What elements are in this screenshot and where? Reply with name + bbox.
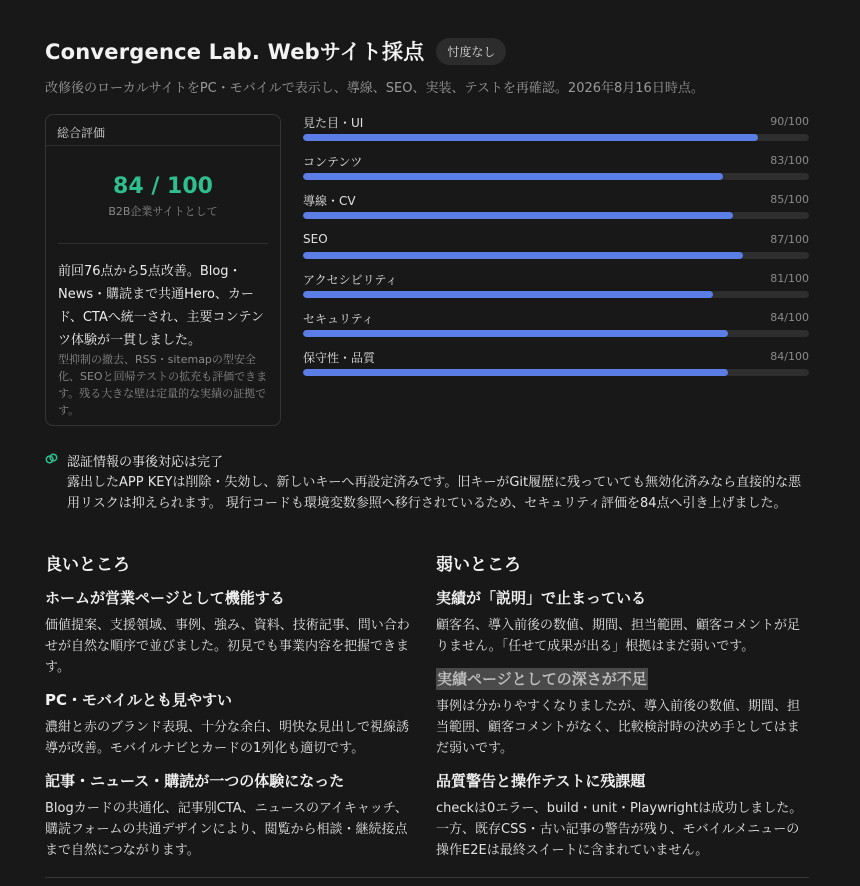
overall-score-note: B2B企業サイトとして [108, 205, 218, 218]
good-points-section [45, 553, 415, 872]
score-label: 見た目・UI [303, 116, 364, 130]
score-row [303, 153, 809, 192]
score-row [303, 232, 809, 271]
weak-point-title: 品質警告と操作テストに残課題 [436, 772, 646, 790]
link-check-icon [45, 452, 58, 465]
score-row [303, 271, 809, 310]
weak-points-heading: 弱いところ [436, 555, 521, 575]
good-point-title: ホームが営業ページとして機能する [45, 589, 285, 607]
good-point-item [45, 587, 415, 678]
notice-body: 露出したAPP KEYは削除・失効し、新しいキーへ再設定済みです。旧キーがGit履歴に残っていても無効化済みなら直接的な悪用リスクは抑えられます。 現行コードも環境変数参照へ移行されているため、セキュリティ評価を84点へ引き上げました。 [67, 475, 802, 511]
score-fill [303, 212, 733, 219]
score-bars [303, 114, 809, 388]
score-fill [303, 134, 758, 141]
score-fill [303, 252, 743, 259]
good-point-title: PC・モバイルとも見やすい [45, 691, 233, 709]
weak-point-body: 顧客名、導入前後の数値、期間、担当範囲、顧客コメントが足りません。「任せて成果が出る」根拠はまだ弱いです。 [436, 618, 801, 654]
overall-score-card [45, 114, 281, 426]
score-value: 90/100 [770, 115, 809, 128]
weak-point-body: checkは0エラー、build・unit・Playwrightは成功しました。一方、既存CSS・古い記事の警告が残り、モバイルメニューの操作E2Eは最終スイートに含まれていません。 [436, 801, 803, 858]
score-label: SEO [303, 231, 328, 246]
score-label: アクセシビリティ [303, 272, 398, 287]
score-fill [303, 369, 728, 376]
score-value: 85/100 [770, 193, 809, 207]
good-point-body: 価値提案、支援領域、事例、強み、資料、技術記事、問い合わせが自然な順序で並びました。初見でも事業内容を把握できます。 [45, 618, 410, 675]
weak-point-body: 事例は分かりやすくなりましたが、導入前後の数値、期間、担当範囲、顧客コメントがなく、比較検討時の決め手としてはまだ弱いです。 [436, 699, 801, 756]
weak-point-item [436, 587, 806, 657]
page-title: Convergence Lab. Webサイト採点 [45, 40, 425, 64]
card-header-divider [46, 145, 280, 146]
score-label: 保守性・品質 [303, 351, 376, 366]
footer-divider [45, 877, 809, 878]
score-track [303, 173, 809, 180]
good-point-body: Blogカードの共通化、記事別CTA、ニュースのアイキャッチ、購読フォームの共通デザインにより、閲覧から相談・継続接点まで自然につながります。 [45, 801, 408, 858]
score-track [303, 369, 809, 376]
weak-point-item [436, 668, 806, 759]
score-value: 87/100 [770, 232, 809, 246]
overall-summary: 前回76点から5点改善。Blog・News・購読まで共通Hero、カード、CTAへ統一され、主要コンテンツ体験が一貫しました。 [58, 264, 264, 348]
good-points-heading: 良いところ [45, 555, 130, 575]
score-track [303, 330, 809, 337]
good-point-title: 記事・ニュース・購読が一つの体験になった [45, 772, 345, 790]
score-value: 83/100 [770, 154, 809, 168]
overall-detail: 型抑制の撤去、RSS・sitemapの型安全化、SEOと回帰テストの拡充も評価できます。残る大きな壁は定量的な実績の証拠です。 [58, 353, 268, 417]
score-fill [303, 291, 713, 298]
score-track [303, 134, 809, 141]
overall-label: 総合評価 [57, 126, 106, 140]
score-fill [303, 330, 728, 337]
weak-point-item [436, 770, 806, 861]
weak-point-title: 実績が「説明」で止まっている [436, 589, 647, 607]
score-row [303, 310, 809, 349]
score-row [303, 114, 809, 153]
score-value: 81/100 [770, 271, 809, 285]
no-bias-badge: 忖度なし [436, 38, 506, 65]
page-subtitle: 改修後のローカルサイトをPC・モバイルで表示し、導線、SEO、実装、テストを再確認。2026年8月16日時点。 [45, 81, 704, 96]
card-divider [58, 243, 268, 244]
good-point-body: 濃紺と赤のブランド表現、十分な余白、明快な見出しで視線誘導が改善。モバイルナビとカードの1列化も適切です。 [45, 720, 410, 756]
score-label: コンテンツ [303, 155, 363, 170]
score-track [303, 291, 809, 298]
good-point-item [45, 770, 415, 861]
score-value: 84/100 [770, 310, 809, 324]
title-row [45, 36, 506, 66]
score-track [303, 252, 809, 259]
score-label: セキュリティ [303, 311, 374, 326]
weak-point-title-selected: 実績ページとしての深さが不足 [437, 670, 647, 688]
overall-score: 84 / 100 [113, 174, 213, 199]
score-value: 84/100 [770, 350, 809, 364]
score-row [303, 349, 809, 388]
weak-points-section [436, 553, 806, 872]
score-row [303, 192, 809, 231]
good-point-item [45, 689, 415, 759]
score-label: 導線・CV [303, 194, 356, 209]
score-fill [303, 173, 723, 180]
notice-title: 認証情報の事後対応は完了 [67, 455, 224, 470]
score-track [303, 212, 809, 219]
